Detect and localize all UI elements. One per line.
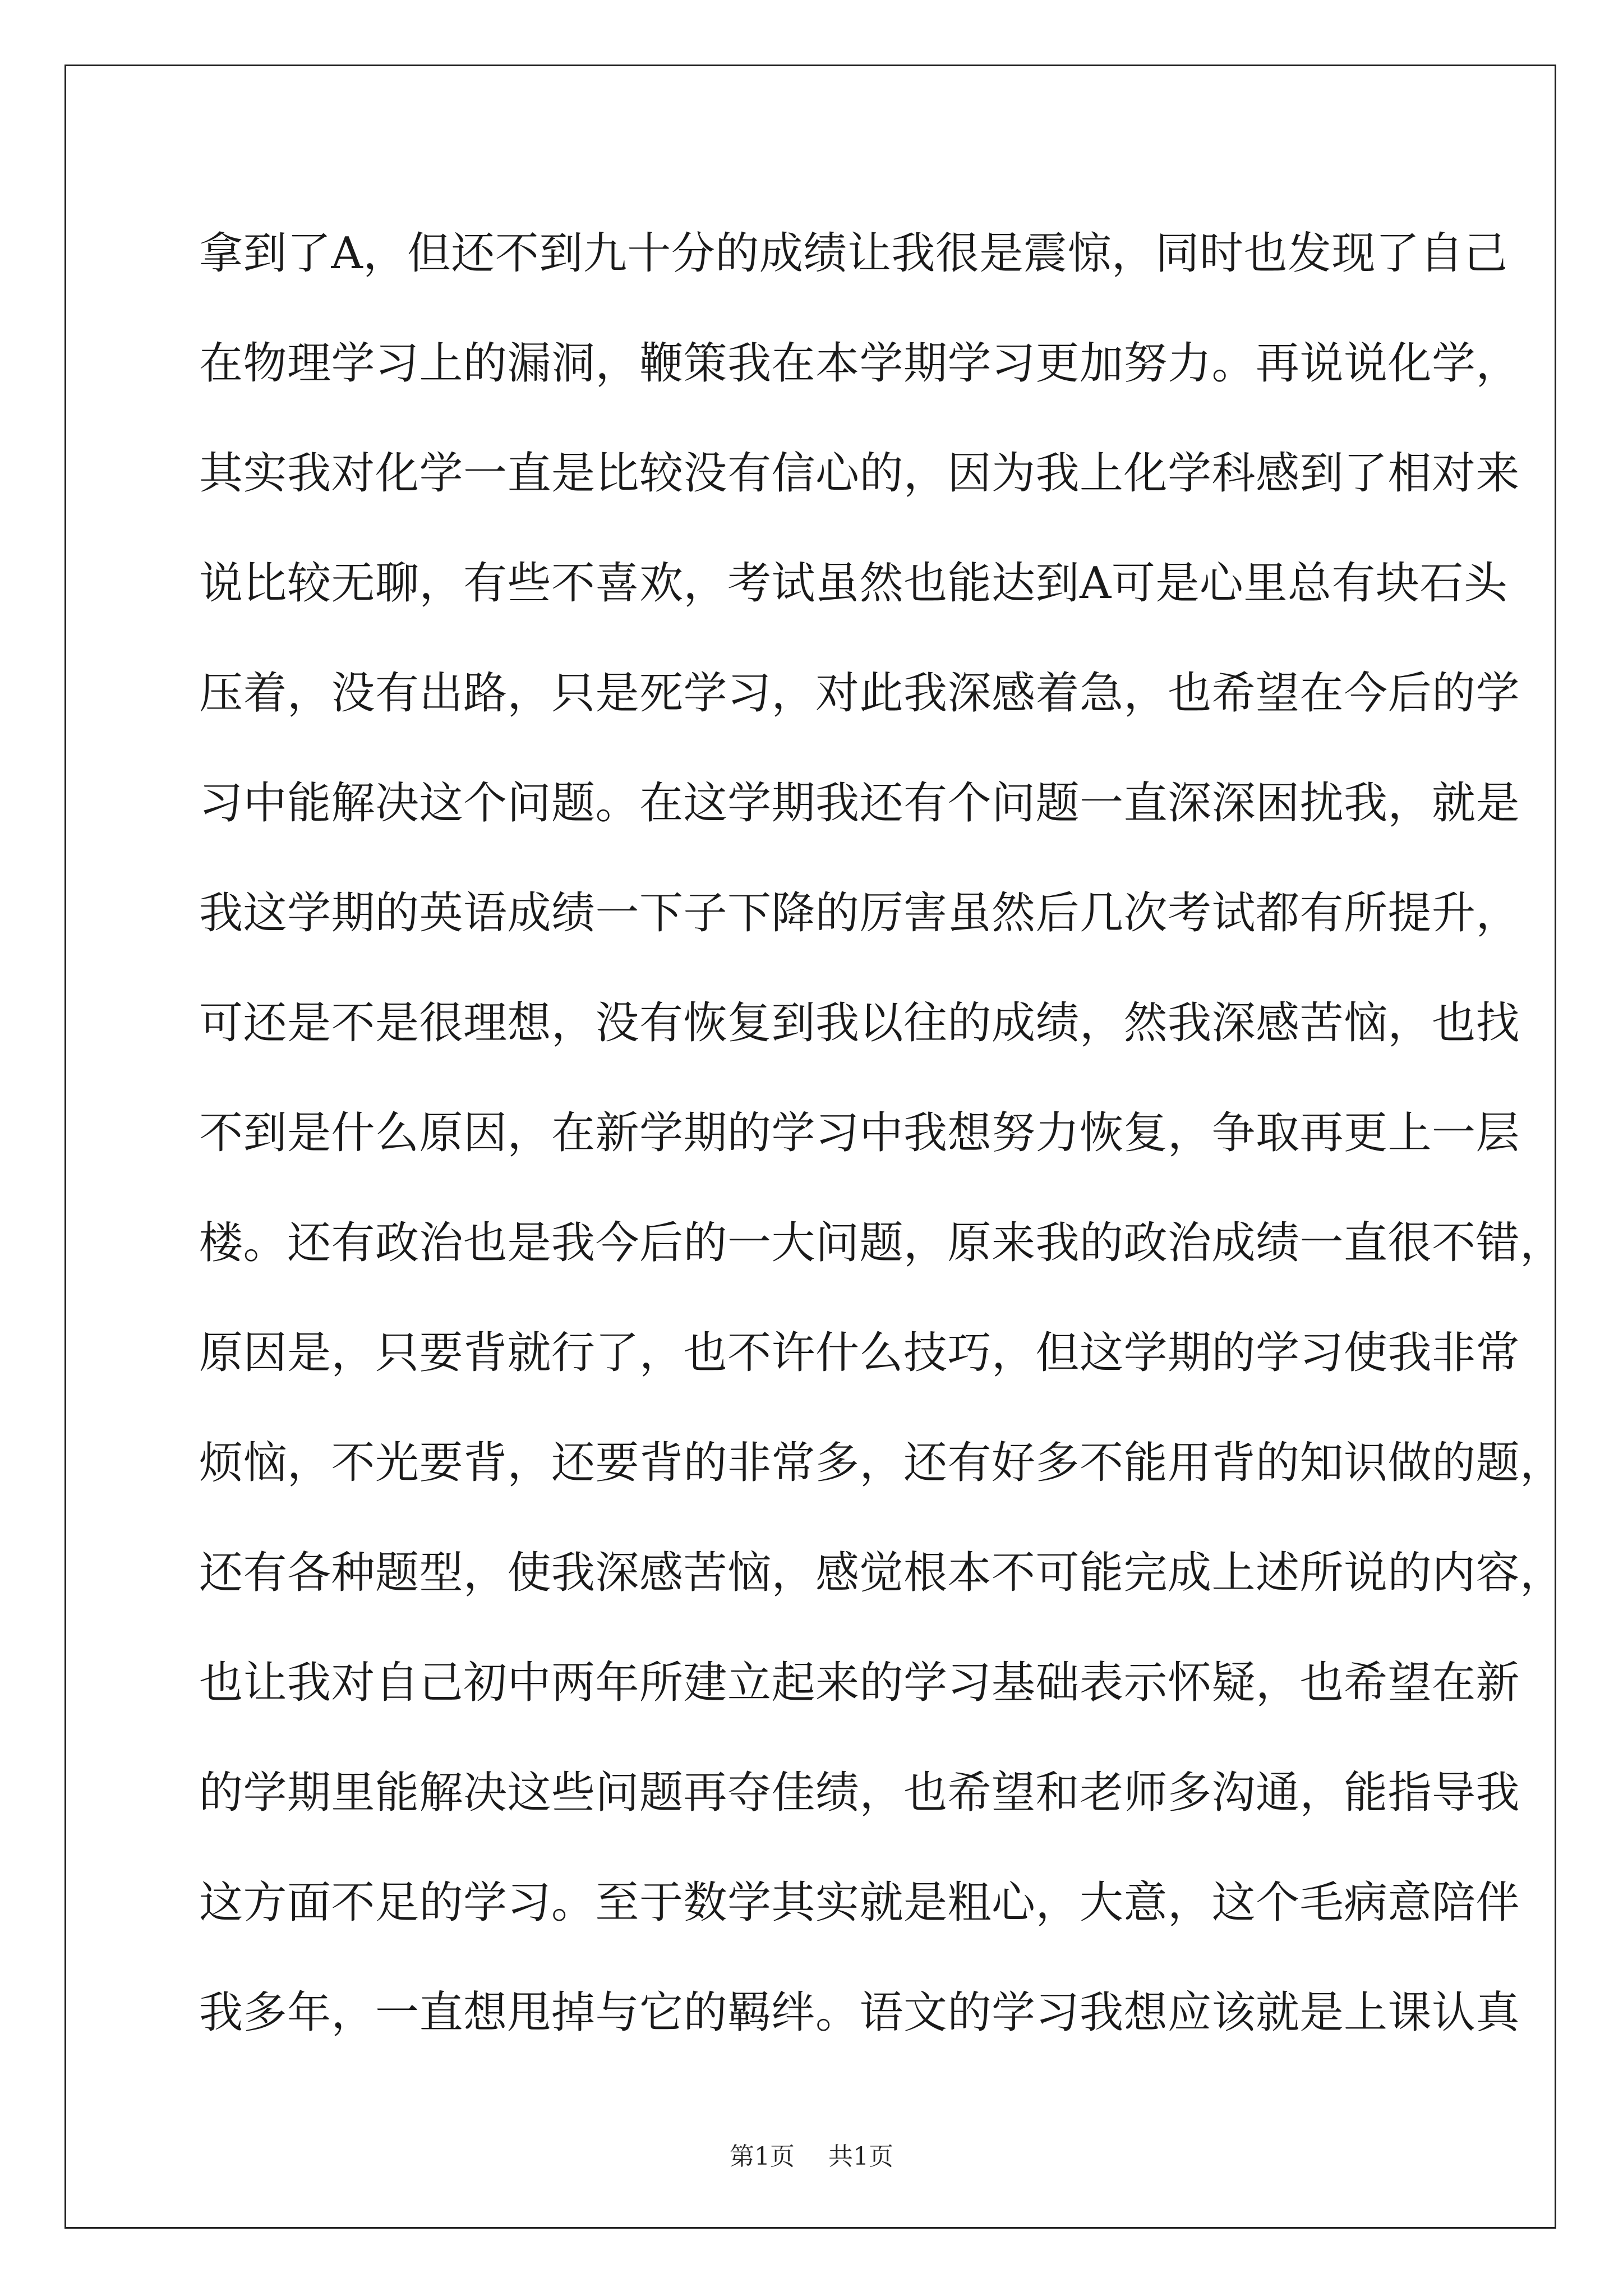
text-line-6: 习中能解决这个问题。在这学期我还有个问题一直深深困扰我，就是 (199, 778, 1520, 829)
text-line-5: 压着，没有出路，只是死学习，对此我深感着急，也希望在今后的学 (199, 668, 1520, 719)
text-line-14: 也让我对自己初中两年所建立起来的学习基础表示怀疑，也希望在新 (199, 1658, 1520, 1708)
text-line-3: 其实我对化学一直是比较没有信心的，因为我上化学科感到了相对来 (199, 448, 1520, 499)
text-line-1: 拿到了A，但还不到九十分的成绩让我很是震惊，同时也发现了自己 (199, 228, 1508, 279)
text-line-11: 原因是，只要背就行了，也不许什么技巧，但这学期的学习使我非常 (199, 1328, 1520, 1378)
text-line-4: 说比较无聊，有些不喜欢，考试虽然也能达到A可是心里总有块石头 (199, 558, 1508, 609)
page-total: 共1页 (828, 2142, 893, 2171)
text-line-17: 我多年，一直想甩掉与它的羁绊。语文的学习我想应该就是上课认真 (199, 1987, 1520, 2038)
text-line-16: 这方面不足的学习。至于数学其实就是粗心，大意，这个毛病意陪伴 (199, 1878, 1520, 1928)
page-footer (0, 2140, 1623, 2174)
text-line-13: 还有各种题型，使我深感苦恼，感觉根本不可能完成上述所说的内容， (199, 1548, 1564, 1598)
text-line-9: 不到是什么原因，在新学期的学习中我想努力恢复，争取再更上一层 (199, 1108, 1520, 1158)
text-line-10: 楼。还有政治也是我今后的一大问题，原来我的政治成绩一直很不错， (199, 1218, 1564, 1268)
text-line-2: 在物理学习上的漏洞，鞭策我在本学期学习更加努力。再说说化学， (199, 338, 1520, 389)
document-body (199, 220, 1564, 2089)
text-line-8: 可还是不是很理想，没有恢复到我以往的成绩，然我深感苦恼，也找 (199, 998, 1520, 1048)
text-line-15: 的学期里能解决这些问题再夺佳绩，也希望和老师多沟通，能指导我 (199, 1768, 1520, 1818)
text-line-12: 烦恼，不光要背，还要背的非常多，还有好多不能用背的知识做的题， (199, 1438, 1564, 1488)
page-number: 第1页 (730, 2142, 795, 2171)
text-line-7: 我这学期的英语成绩一下子下降的厉害虽然后几次考试都有所提升， (199, 888, 1520, 938)
